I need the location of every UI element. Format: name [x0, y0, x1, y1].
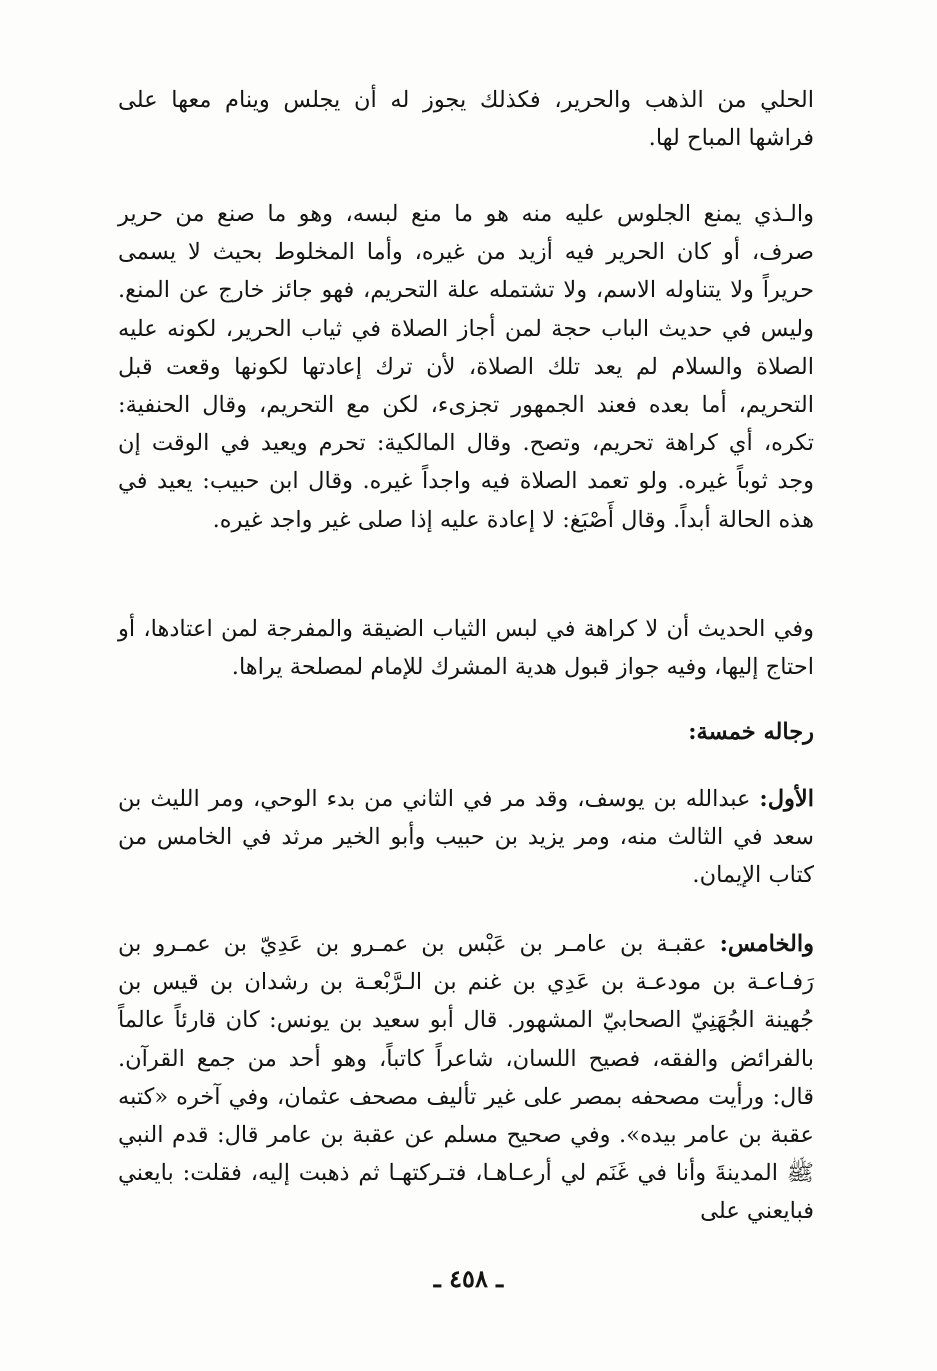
- page-number: ـ ٤٥٨ ـ: [433, 1264, 504, 1293]
- paragraph-text: وفي الحديث أن لا كراهة في لبس الثياب الضيقة والمفرجة لمن اعتادها، أو احتاج إليها، وفيه جواز قبول هدية المشرك للإمام لمصلحة يراها.: [118, 616, 814, 681]
- paragraph-text: عبدالله بن يوسف، وقد مر في الثاني من بدء الوحي، ومر الليث بن سعد في الثالث منه، ومر يزيد بن حبيب وأبو الخير مرثد في الخامس من كتاب الإيمان.: [118, 786, 814, 889]
- paragraph-continuation: [118, 81, 814, 157]
- narrator-label-fifth: والخامس:: [719, 931, 814, 957]
- heading-text: رجاله خمسة:: [688, 719, 814, 745]
- paragraph-first-narrator: [118, 780, 814, 895]
- narrator-label-first: الأول:: [759, 786, 814, 812]
- paragraph-fifth-narrator: [118, 925, 814, 1231]
- paragraph-silk-sitting: [118, 195, 814, 539]
- paragraph-hadith-benefits: [118, 610, 814, 686]
- paragraph-text: عقبـة بن عامـر بن عَبْس بن عمـرو بن عَدِيّ بن عمـرو بن رَفـاعـة بن مودعـة بن عَدِي بن غنم بن الـرَّبْعـة بن رشدان بن قيس بن جُهينة الجُهَنِيّ الصحابيّ المشهور. قال أبو سعيد بن يونس: كان قارئاً عالماً بالفرائض والفقه، فصيح اللسان، شاعراً كاتباً، وهو أحد من جمع القرآن. قال: ورأيت مصحفه بمصر على غير تأليف مصحف عثمان، وفي آخره «كتبه عقبة بن عامر بيده». وفي صحيح مسلم عن عقبة بن عامر قال: قدم النبي ﷺ المدينةَ وأنا في غَنَم لي أرعـاهـا، فتـركتهـا ثم ذهبت إليه، فقلت: بايعني فبايعني على: [118, 931, 814, 1225]
- section-heading-narrators: [118, 713, 814, 751]
- paragraph-text: والـذي يمنع الجلوس عليه منه هو ما منع لبسه، وهو ما صنع من حرير صرف، أو كان الحرير فيه أزيد من غيره، وأما المخلوط بحيث لا يسمى حريراً ولا يتناوله الاسم، ولا تشتمله علة التحريم، فهو جائز خارج عن المنع. وليس في حديث الباب حجة لمن أجاز الصلاة في ثياب الحرير، لكونه عليه الصلاة والسلام لم يعد تلك الصلاة، لأن ترك إعادتها لكونها وقعت قبل التحريم، أما بعده فعند الجمهور تجزىء، لكن مع التحريم، وقال الحنفية: تكره، أي كراهة تحريم، وتصح. وقال المالكية: تحرم ويعيد في الوقت إن وجد ثوباً غيره. ولو تعمد الصلاة فيه واجداً غيره. وقال ابن حبيب: يعيد في هذه الحالة أبداً. وقال أَصْبَغ: لا إعادة عليه إذا صلى غير واجد غيره.: [118, 201, 814, 533]
- paragraph-text: الحلي من الذهب والحرير، فكذلك يجوز له أن يجلس وينام معها على فراشها المباح لها.: [118, 87, 814, 152]
